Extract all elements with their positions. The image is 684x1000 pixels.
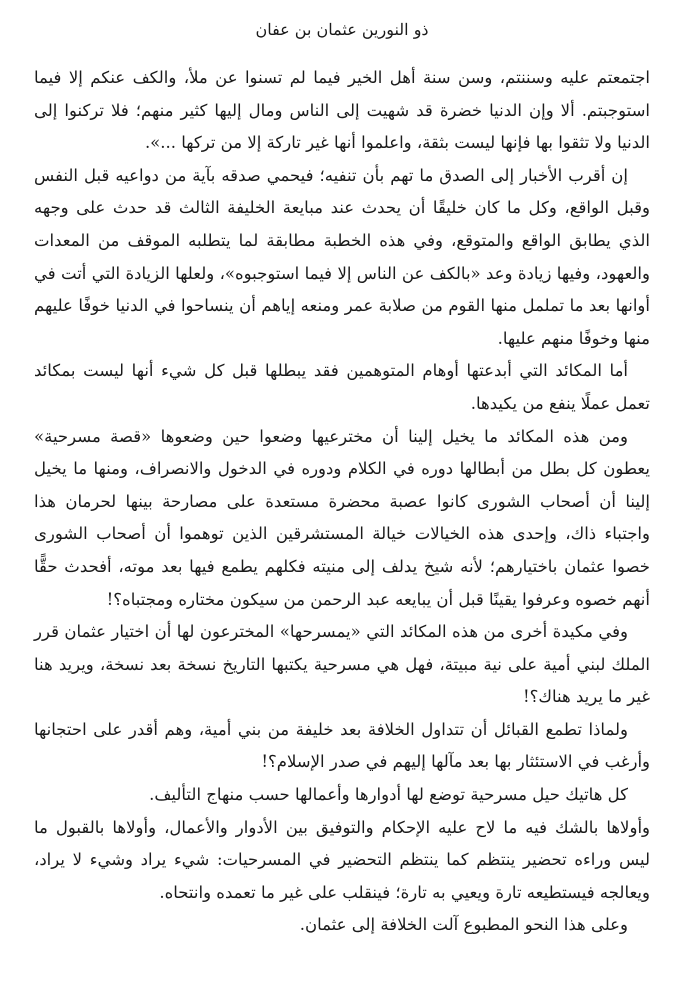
body-text xyxy=(34,62,650,942)
paragraph: وأولاها بالشك فيه ما لاح عليه الإحكام والتوفيق بين الأدوار والأعمال، وأولاها بالقبول ما ليس وراءه تحضير ينتظم كما ينتظم التحضير في المسرحيات: شيء يراد وشيء لا يراد، ويعالجه فيستطيعه تارة ويعيي به تارة؛ فينقلب على غير ما تعمده وانتحاه. xyxy=(34,817,650,902)
paragraph: ومن هذه المكائد ما يخيل إلينا أن مخترعيها وضعوا حين وضعوها «قصة مسرحية» يعطون كل بطل من أبطالها دوره في الكلام ودوره في الدخول والانصراف، ومنها ما يخيل إلينا أن أصحاب الشورى كانوا عصبة محضرة مستعدة على مصارحة بينها لحرمان هذا واجتباء ذاك، وإحدى هذه الخيالات خيالة المستشرقين الذين توهموا أن أصحاب الشورى خصوا عثمان باختيارهم؛ لأنه شيخ يدلف إلى منيته فكلهم يطمع فيها بعد موته، أفحدث حقًّا أنهم خصوه وعرفوا يقينًا قبل أن يبايعه عبد الرحمن من سيكون مختاره ومجتباه؟! xyxy=(34,426,650,609)
paragraph: كل هاتيك حيل مسرحية توضع لها أدوارها وأعمالها حسب منهاج التأليف. xyxy=(149,785,628,805)
paragraph: اجتمعتم عليه وسننتم، وسن سنة أهل الخير فيما لم تسنوا عن ملأ، والكف عنكم إلا فيما استوجبتم. ألا وإن الدنيا خضرة قد شهيت إلى الناس ومال إليها كثير منهم؛ فلا تركنوا إلى الدنيا ولا تثقوا بها فإنها ليست بثقة، واعلموا أنها غير تاركة إلا من تركها ...». xyxy=(34,68,650,153)
paragraph: إن أقرب الأخبار إلى الصدق ما تهم بأن تنفيه؛ فيحمي صدقه بآية من دواعيه قبل النفس وقبل الواقع، وكل ما كان خليقًا أن يحدث عند مبايعة الخليفة الثالث قد حدث على وجهه الذي يطابق الواقع والمتوقع، وفي هذه الخطبة مطابقة لما يتطلبه الموقف من المعدات والعهود، وفيها زيادة وعد «بالكف عن الناس إلا فيما استوجبوه»، ولعلها الزيادة التي أتت في أوانها بعد ما تململ منها القوم من صلابة عمر ومنعه إياهم أن ينساحوا في الدنيا خوفًا عليهم منها وخوفًا منهم عليها. xyxy=(34,165,650,348)
paragraph: وعلى هذا النحو المطبوع آلت الخلافة إلى عثمان. xyxy=(299,915,628,935)
paragraph: أما المكائد التي أبدعتها أوهام المتوهمين فقد يبطلها قبل كل شيء أنها ليست بمكائد تعمل عملًا ينفع من يكيدها. xyxy=(34,361,650,413)
paragraph: ولماذا تطمع القبائل أن تتداول الخلافة بعد خليفة من بني أمية، وهم أقدر على احتجانها وأرغب في الاستئثار بها بعد مآلها إليهم في صدر الإسلام؟! xyxy=(34,719,650,772)
running-header: ذو النورين عثمان بن عفان xyxy=(255,20,429,39)
paragraph: وفي مكيدة أخرى من هذه المكائد التي «يمسرحها» المخترعون لها أن اختيار عثمان قرر الملك لبني أمية على نية مبيتة، فهل هي مسرحية يكتبها التاريخ نسخة بعد نسخة، ويريد هنا غير ما يريد هناك؟! xyxy=(34,622,650,707)
